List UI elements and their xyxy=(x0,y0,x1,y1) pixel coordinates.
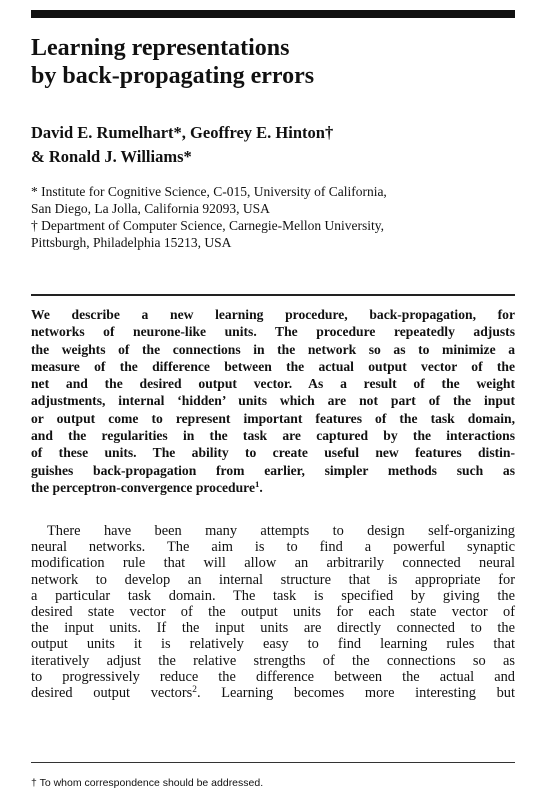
abstract-line: measure of the difference between the actual output vector of the xyxy=(31,358,515,374)
abstract xyxy=(31,306,515,496)
body-line: There have been many attempts to design self-organizing xyxy=(47,523,515,539)
body-line: desired state vector of the output units for each state vector of xyxy=(31,604,515,621)
abstract-line: or output come to represent important features of the task domain, xyxy=(31,410,515,426)
reference-marker: 1 xyxy=(255,479,260,490)
body-line: output units it is relatively easy to find learning rules that xyxy=(31,636,515,653)
body-last-end: . Learning becomes more interesting but xyxy=(196,685,515,702)
section-divider xyxy=(31,294,515,296)
body-line xyxy=(31,685,515,701)
body-line: neural networks. The aim is to find a powerful synaptic xyxy=(31,539,515,556)
title-line: by back-propagating errors xyxy=(31,63,315,89)
abstract-line: the weights of the connections in the network so as to minimize a xyxy=(31,341,515,357)
affiliation-line: Pittsburgh, Philadelphia 15213, USA xyxy=(31,235,232,250)
correspondence-footnote: † To whom correspondence should be addressed. xyxy=(31,777,264,789)
affiliation-line: San Diego, La Jolla, California 92093, USA xyxy=(31,201,270,216)
article-title xyxy=(31,34,515,90)
abstract-line: guishes back-propagation from earlier, simpler methods such as xyxy=(31,462,515,478)
body-line: modification rule that will allow an arbitrarily connected neural xyxy=(31,555,515,572)
reference-marker: 2 xyxy=(192,684,197,695)
title-line: Learning representations xyxy=(31,35,290,61)
body-line: the input units. If the input units are directly connected to the xyxy=(31,620,515,637)
body-paragraph xyxy=(31,523,515,701)
body-line: network to develop an internal structure that is appropriate for xyxy=(31,571,515,588)
abstract-line: and the regularities in the task are captured by the interactions xyxy=(31,428,515,444)
affiliations xyxy=(31,183,515,251)
abstract-line: We describe a new learning procedure, back-propagation, for xyxy=(31,307,515,322)
body-line: iteratively adjust the relative strengths of the connections so as xyxy=(31,652,515,669)
abstract-line: adjustments, internal ‘hidden’ units which are not part of the input xyxy=(31,393,515,409)
affiliation-line: * Institute for Cognitive Science, C-015, University of California, xyxy=(31,184,387,199)
affiliation-line: † Department of Computer Science, Carnegie-Mellon University, xyxy=(31,218,385,233)
body-last-start: desired output vectors xyxy=(31,685,193,702)
abstract-last-text: the perceptron-convergence procedure xyxy=(31,479,255,495)
author-list xyxy=(31,121,515,169)
footnote-divider xyxy=(31,762,515,763)
body-line: a particular task domain. The task is specified by giving the xyxy=(31,587,515,604)
author-line: & Ronald J. Williams* xyxy=(31,147,192,166)
top-rule xyxy=(31,10,515,18)
body-line: to progressively reduce the difference between the actual and xyxy=(31,668,515,685)
article-page xyxy=(31,0,515,808)
abstract-line: net and the desired output vector. As a result of the weight xyxy=(31,376,515,392)
abstract-line: networks of neurone-like units. The procedure repeatedly adjusts xyxy=(31,324,515,340)
author-line: David E. Rumelhart*, Geoffrey E. Hinton† xyxy=(31,123,334,142)
abstract-last-punct: . xyxy=(259,479,263,495)
abstract-line xyxy=(31,479,515,496)
abstract-line: of these units. The ability to create useful new features distin- xyxy=(31,445,515,461)
